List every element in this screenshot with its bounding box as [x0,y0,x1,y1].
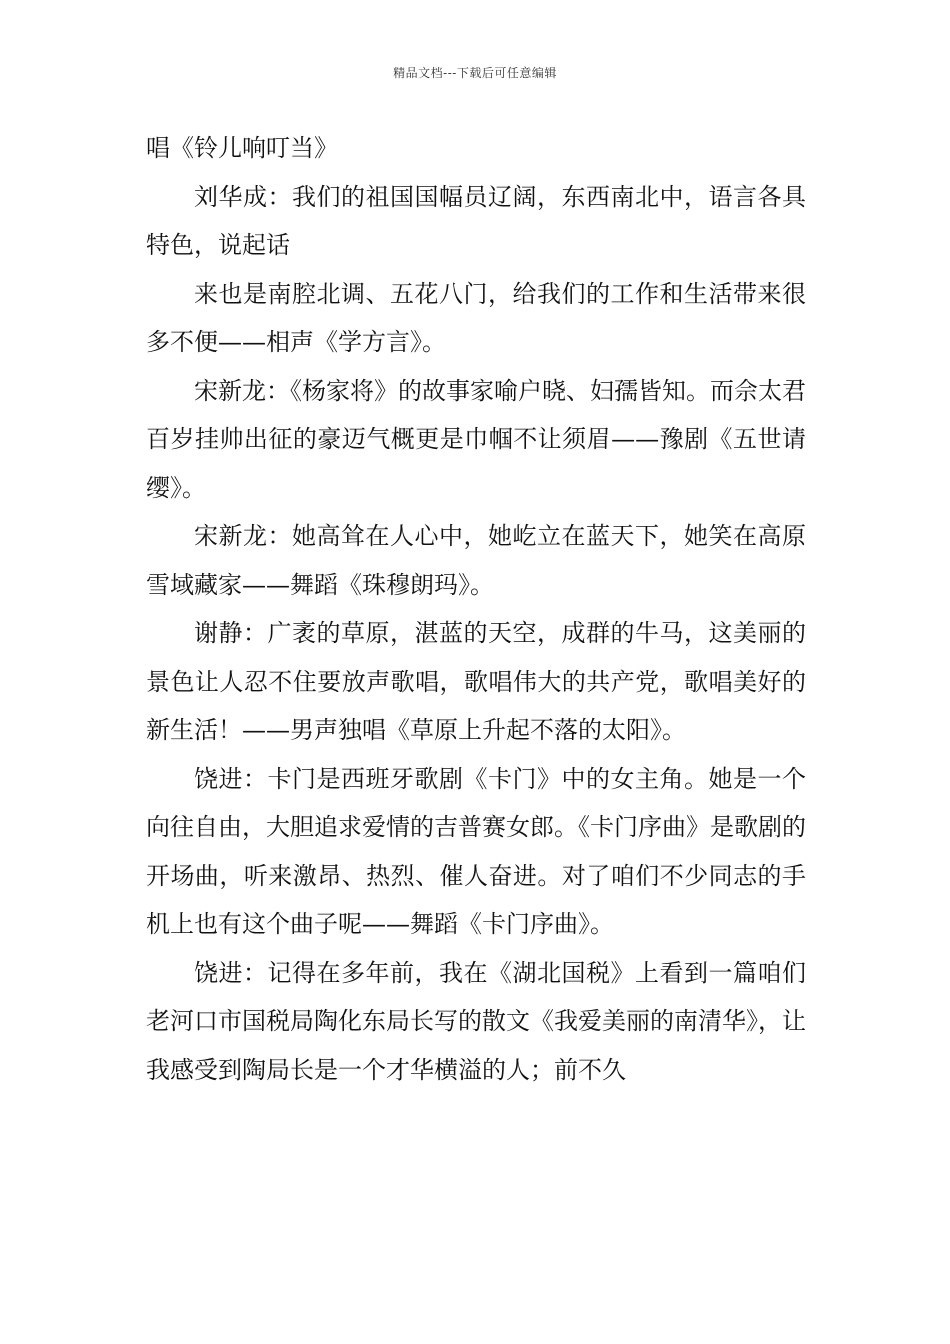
paragraph: 宋新龙：《杨家将》的故事家喻户晓、妇孺皆知。而佘太君百岁挂帅出征的豪迈气概更是巾帼不让须眉——豫剧《五世请缨》。 [146,376,806,502]
paragraph: 谢静：广袤的草原，湛蓝的天空，成群的牛马，这美丽的景色让人忍不住要放声歌唱，歌唱伟大的共产党，歌唱美好的新生活！——男声独唱《草原上升起不落的太阳》。 [146,619,806,744]
paragraph: 饶进：记得在多年前，我在《湖北国税》上看到一篇咱们老河口市国税局陶化东局长写的散文《我爱美丽的南清华》，让我感受到陶局长是一个才华横溢的人；前不久 [146,958,806,1084]
paragraph: 刘华成：我们的祖国国幅员辽阔，东西南北中，语言各具特色，说起话 [146,182,806,259]
paragraph: 唱《铃儿响叮当》 [146,134,338,162]
page-header: 精品文档---下载后可任意编辑 [393,66,557,80]
document-body [146,124,806,1094]
paragraph: 来也是南腔北调、五花八门，给我们的工作和生活带来很多不便——相声《学方言》。 [146,279,806,356]
paragraph: 宋新龙：她高耸在人心中，她屹立在蓝天下，她笑在高原雪域藏家——舞蹈《珠穆朗玛》。 [146,522,806,599]
paragraph: 饶进：卡门是西班牙歌剧《卡门》中的女主角。她是一个向往自由，大胆追求爱情的吉普赛女郎。《卡门序曲》是歌剧的开场曲，听来激昂、热烈、催人奋进。对了咱们不少同志的手机上也有这个曲子呢——舞蹈《卡门序曲》。 [146,764,806,938]
